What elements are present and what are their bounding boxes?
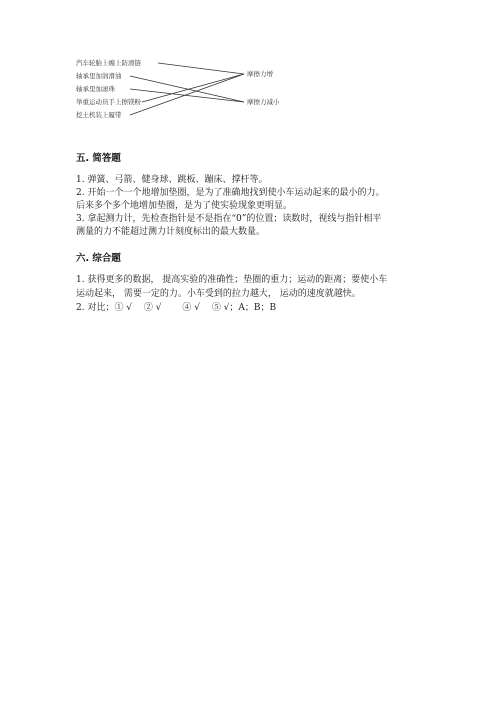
section-6-line-2: 运动起来， 需要一定的力。小车受到的拉力越大， 运动的速度就越快。 bbox=[76, 289, 361, 299]
section-6-title: 六. 综合题 bbox=[76, 253, 121, 264]
section-5-line-3: 后来多个多个地增加垫圈，是为了使实验现象更明显。 bbox=[76, 201, 293, 211]
left-item-5: 挖土机装上履带 bbox=[76, 111, 122, 119]
section-5-line-5: 测量的力不能超过测力计刻度标出的最大数量。 bbox=[76, 227, 266, 237]
section-6-line-1: 1. 获得更多的数据， 提高实验的准确性；垫圈的重力；运动的距离；要使小车 bbox=[76, 275, 388, 285]
section-5-line-4: 3. 拿起测力计，先检查指针是不是指在“0”的位置；读数时，视线与指针相平 bbox=[76, 214, 382, 224]
matching-diagram bbox=[60, 48, 320, 128]
match-line-3 bbox=[130, 89, 244, 102]
left-item-2: 轴承里加润滑油 bbox=[76, 72, 122, 80]
left-item-1: 汽车轮胎上缠上防滑链 bbox=[76, 59, 141, 67]
section-5-line-1: 1. 弹簧、弓箭、健身球、跳板、蹦床、撑杆等。 bbox=[76, 175, 268, 185]
left-item-4: 举重运动员手上擦镁粉 bbox=[76, 98, 141, 106]
match-line-4 bbox=[142, 74, 244, 102]
section-5-line-2: 2. 开始一个一个地增加垫圈，是为了准确地找到使小车运动起来的最小的力。 bbox=[76, 188, 385, 198]
section-6-line-3: 2. 对比；① √ ② √ ④ √ ⑤ √；A；B；B bbox=[76, 303, 277, 313]
right-item-1: 摩擦力增 bbox=[247, 70, 273, 78]
section-5-title: 五. 简答题 bbox=[76, 153, 121, 164]
left-item-3: 轴承里加滚珠 bbox=[76, 85, 115, 93]
match-line-1 bbox=[158, 63, 244, 74]
right-item-2: 摩擦力减小 bbox=[247, 98, 280, 106]
